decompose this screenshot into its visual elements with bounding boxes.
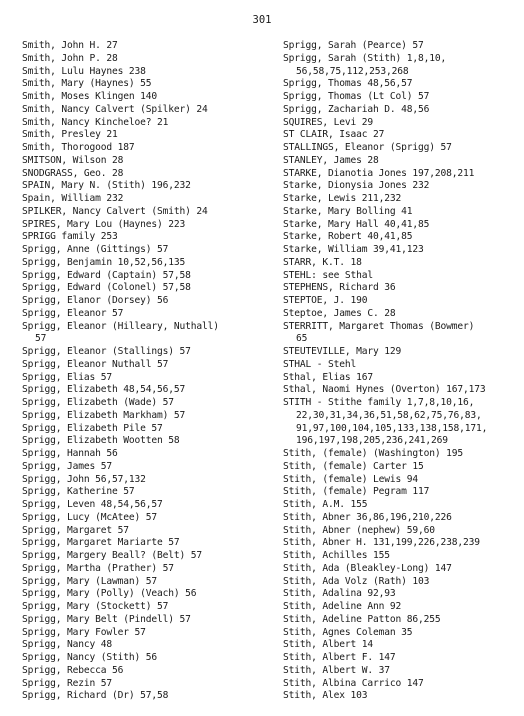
index-entry-line: Sprigg, Elizabeth Markham) 57 (22, 409, 186, 421)
index-entry-line: Starke, Mary Bolling 41 (283, 205, 413, 217)
index-entry-line: Stith, (female) Carter 15 (283, 460, 424, 472)
index-entry-line: Sprigg, Mary (Lawman) 57 (22, 575, 158, 587)
index-entry-line: STANLEY, James 28 (283, 154, 379, 166)
page-number: 301 (252, 14, 272, 26)
index-entry-line: Sprigg, Martha (Prather) 57 (22, 562, 174, 574)
index-entry-line: Stith, Abner 36,86,196,210,226 (283, 511, 452, 523)
index-entry-line: Stith, Albert W. 37 (283, 664, 390, 676)
index-entry-line: Sprigg, Zachariah D. 48,56 (283, 103, 430, 115)
index-entry-line: Sprigg, James 57 (22, 460, 113, 472)
index-entry-line: Sthal, Elias 167 (283, 371, 374, 383)
index-entry (22, 359, 280, 372)
index-entry (22, 155, 280, 168)
index-entry-continuation: 22,30,31,34,36,51,58,62,75,76,83, (296, 409, 482, 421)
index-entry-line: Sprigg, Edward (Colonel) 57,58 (22, 282, 191, 294)
index-entry (283, 550, 521, 563)
index-entry-line: Stith, Albert F. 147 (283, 652, 396, 663)
index-entry (22, 282, 280, 295)
index-entry (22, 486, 280, 499)
index-entry-line: ST CLAIR, Isaac 27 (283, 129, 385, 141)
index-entry (22, 219, 280, 232)
index-entry (22, 576, 280, 589)
index-entry (283, 282, 521, 295)
index-entry-line: Stith, Adalina 92,93 (283, 588, 396, 600)
index-entry (283, 346, 521, 359)
index-entry-line: Stith, (female) Lewis 94 (283, 473, 419, 485)
index-entry-line: STARR, K.T. 18 (283, 256, 362, 268)
index-entry (22, 614, 280, 627)
index-entry (22, 295, 280, 308)
index-entry (283, 53, 521, 79)
index-entry-line: Starke, Mary Hall 40,41,85 (283, 218, 430, 230)
index-entry-line: Stith, Alex 103 (283, 690, 368, 702)
index-entry (22, 499, 280, 512)
index-entry-line: Starke, Robert 40,41,85 (283, 231, 413, 243)
index-entry-line: Sthal, Naomi Hynes (Overton) 167,173 (283, 384, 486, 396)
index-entry-line: STEUTEVILLE, Mary 129 (283, 346, 402, 357)
index-entry-line: Sprigg, Anne (Gittings) 57 (22, 244, 169, 255)
index-entry (283, 117, 521, 130)
index-entry-line: Smith, Nancy Calvert (Spilker) 24 (22, 103, 208, 115)
index-entry (22, 346, 280, 359)
index-entry-line: Smith, Moses Klingen 140 (22, 91, 158, 102)
index-entry-line: STARKE, Dianotia Jones 197,208,211 (283, 167, 475, 179)
index-entry (22, 461, 280, 474)
index-entry (283, 448, 521, 461)
index-entry (22, 168, 280, 181)
index-entry (22, 78, 280, 91)
index-entry-line: Sprigg, Edward (Captain) 57,58 (22, 269, 191, 281)
index-entry-line: Starke, William 39,41,123 (283, 244, 424, 255)
index-entry (283, 104, 521, 117)
index-entry-line: Sprigg, Mary (Stockett) 57 (22, 601, 169, 612)
index-entry-line: Sprigg, Eleanor 57 (22, 307, 124, 319)
index-entry (283, 563, 521, 576)
index-entry-line: Smith, John H. 27 (22, 40, 118, 51)
index-entry-line: Stith, Ada Volz (Rath) 103 (283, 575, 430, 587)
index-entry-line: Sprigg, Nancy 48 (22, 639, 113, 651)
index-entry (22, 53, 280, 66)
index-entry-line: Sprigg, Elizabeth (Wade) 57 (22, 397, 174, 408)
index-entry (22, 563, 280, 576)
index-entry-line: Sprigg, Margery Beall? (Belt) 57 (22, 550, 203, 561)
index-entry-line: Sprigg, Eleanor (Hilleary, Nuthall) (22, 320, 219, 332)
index-entry (283, 372, 521, 385)
index-entry-continuation: 91,97,100,104,105,133,138,158,171, (296, 422, 488, 434)
index-entry (283, 308, 521, 321)
index-entry-continuation: 65 (296, 333, 308, 345)
index-entry (22, 372, 280, 385)
index-entry (22, 193, 280, 206)
index-entry (22, 129, 280, 142)
index-entry-line: Sprigg, Mary (Polly) (Veach) 56 (22, 588, 197, 600)
index-entry (22, 423, 280, 436)
index-entry (22, 601, 280, 614)
index-entry-line: Smith, Lulu Haynes 238 (22, 65, 146, 77)
index-entry (22, 40, 280, 53)
index-entry (22, 308, 280, 321)
index-entry-line: Stith, Albert 14 (283, 639, 374, 651)
index-entry-line: Stith, A.M. 155 (283, 499, 368, 510)
index-entry (283, 168, 521, 181)
index-entry (283, 91, 521, 104)
index-entry-line: Sprigg, Elias 57 (22, 371, 113, 383)
index-entry-continuation: 196,197,198,205,236,241,269 (296, 435, 448, 447)
index-entry-line: Stith, Agnes Coleman 35 (283, 626, 413, 638)
index-entry (22, 639, 280, 652)
index-entry (283, 321, 521, 347)
index-entry-continuation: 56,58,75,112,253,268 (296, 65, 409, 77)
index-entry-line: Sprigg, Margaret Mariarte 57 (22, 537, 180, 549)
index-entry (283, 576, 521, 589)
index-entry-line: SPILKER, Nancy Calvert (Smith) 24 (22, 205, 208, 217)
index-entry (283, 129, 521, 142)
index-entry (283, 244, 521, 257)
index-entry-line: Sprigg, Elizabeth 48,54,56,57 (22, 384, 186, 396)
index-entry-line: STEPTOE, J. 190 (283, 295, 368, 306)
index-entry (22, 180, 280, 193)
index-entry (283, 193, 521, 206)
index-entry-line: Sprigg, Katherine 57 (22, 486, 135, 498)
index-entry (283, 614, 521, 627)
index-entry (22, 66, 280, 79)
index-entry-line: Sprigg, Lucy (McAtee) 57 (22, 511, 158, 523)
index-entry-line: Stith, Abner H. 131,199,226,238,239 (283, 537, 480, 549)
index-entry-line: Smith, Mary (Haynes) 55 (22, 78, 152, 90)
index-entry (283, 627, 521, 640)
index-entry (283, 486, 521, 499)
index-entry-line: STEPHENS, Richard 36 (283, 282, 396, 294)
index-entry-line: Sprigg, Rebecca 56 (22, 664, 124, 676)
index-entry (22, 410, 280, 423)
index-entry-line: Sprigg, Rezin 57 (22, 677, 113, 689)
index-entry (283, 359, 521, 372)
index-entry-continuation: 57 (35, 333, 47, 345)
index-entry-line: Sprigg, Eleanor Nuthall 57 (22, 358, 169, 370)
index-entry (22, 321, 280, 347)
index-entry-line: STALLINGS, Eleanor (Sprigg) 57 (283, 142, 452, 153)
index-entry-line: SNODGRASS, Geo. 28 (22, 167, 124, 179)
index-entry-line: Smith, Thorogood 187 (22, 142, 135, 153)
index-entry (22, 435, 280, 448)
index-entry-line: SPRIGG family 253 (22, 231, 118, 243)
index-entry-line: STITH - Stithe family 1,7,8,10,16, (283, 397, 475, 408)
index-entry-line: Sprigg, Nancy (Stith) 56 (22, 652, 158, 663)
index-entry (22, 231, 280, 244)
index-entry (283, 219, 521, 232)
index-entry-line: Stith, Adeline Ann 92 (283, 601, 402, 612)
index-entry-line: Stith, Adeline Patton 86,255 (283, 613, 441, 625)
index-entry-line: STHAL - Stehl (283, 358, 357, 370)
index-entry (22, 474, 280, 487)
index-entry-line: Starke, Lewis 211,232 (283, 193, 402, 204)
index-entry (22, 512, 280, 525)
index-entry (283, 257, 521, 270)
index-entry (283, 512, 521, 525)
index-entry (22, 244, 280, 257)
index-entry (283, 461, 521, 474)
index-entry-line: Smith, Presley 21 (22, 129, 118, 141)
index-entry (22, 91, 280, 104)
index-entry-line: Sprigg, Mary Fowler 57 (22, 626, 146, 638)
index-entry-line: Steptoe, James C. 28 (283, 307, 396, 319)
index-entry (22, 142, 280, 155)
index-entry (283, 665, 521, 678)
index-entry-line: Sprigg, Eleanor (Stallings) 57 (22, 346, 191, 357)
index-entry-line: Smith, John P. 28 (22, 52, 118, 64)
index-entry (283, 231, 521, 244)
index-entry (283, 690, 521, 703)
index-entry (22, 652, 280, 665)
index-column-right (283, 40, 521, 703)
index-entry-line: Smith, Nancy Kincheloe? 21 (22, 116, 169, 128)
index-entry (22, 627, 280, 640)
index-entry (283, 499, 521, 512)
index-entry (283, 142, 521, 155)
index-entry (22, 206, 280, 219)
index-entry (283, 525, 521, 538)
index-entry-line: Stith, Albina Carrico 147 (283, 677, 424, 689)
index-entry (283, 180, 521, 193)
index-entry-line: Starke, Dionysia Jones 232 (283, 180, 430, 192)
index-entry-line: Sprigg, Benjamin 10,52,56,135 (22, 256, 186, 268)
index-entry-line: Sprigg, Richard (Dr) 57,58 (22, 690, 169, 702)
index-entry (22, 690, 280, 703)
index-entry (283, 270, 521, 283)
index-entry-line: Sprigg, Sarah (Pearce) 57 (283, 40, 424, 51)
index-entry-line: Stith, Achilles 155 (283, 550, 390, 561)
index-entry-line: Stith, (female) Pegram 117 (283, 486, 430, 498)
index-entry (283, 678, 521, 691)
index-entry (22, 678, 280, 691)
index-entry-line: STERRITT, Margaret Thomas (Bowmer) (283, 320, 475, 332)
index-entry (283, 295, 521, 308)
index-entry-line: SPIRES, Mary Lou (Haynes) 223 (22, 218, 186, 230)
index-entry-line: Sprigg, Elanor (Dorsey) 56 (22, 295, 169, 306)
index-entry-line: Sprigg, Leven 48,54,56,57 (22, 499, 163, 510)
index-entry-line: Sprigg, Margaret 57 (22, 524, 129, 536)
index-entry (22, 588, 280, 601)
index-entry (283, 397, 521, 448)
index-entry (22, 525, 280, 538)
index-entry-line: Sprigg, Elizabeth Wootten 58 (22, 435, 180, 447)
index-entry-line: Sprigg, Mary Belt (Pindell) 57 (22, 613, 191, 625)
index-entry-line: Sprigg, Thomas (Lt Col) 57 (283, 91, 430, 102)
index-entry-line: Sprigg, Elizabeth Pile 57 (22, 422, 163, 434)
index-entry (283, 155, 521, 168)
index-entry (283, 40, 521, 53)
index-entry (283, 639, 521, 652)
index-entry (283, 78, 521, 91)
index-entry (283, 474, 521, 487)
index-column-left (22, 40, 280, 703)
index-entry-line: SPAIN, Mary N. (Stith) 196,232 (22, 180, 191, 192)
index-entry-line: Sprigg, John 56,57,132 (22, 473, 146, 485)
index-entry-line: Stith, Abner (nephew) 59,60 (283, 524, 435, 536)
index-entry-line: Stith, Ada (Bleakley-Long) 147 (283, 562, 452, 574)
index-entry (22, 104, 280, 117)
index-entry (22, 397, 280, 410)
index-entry (22, 384, 280, 397)
index-entry (283, 588, 521, 601)
index-entry (283, 206, 521, 219)
index-entry (22, 550, 280, 563)
index-entry (22, 665, 280, 678)
index-entry (283, 652, 521, 665)
index-entry (22, 537, 280, 550)
index-entry (22, 270, 280, 283)
index-entry-line: Stith, (female) (Washington) 195 (283, 448, 464, 459)
index-entry (22, 117, 280, 130)
index-entry-line: SQUIRES, Levi 29 (283, 116, 374, 128)
index-entry (283, 537, 521, 550)
index-entry (22, 257, 280, 270)
index-entry-line: Sprigg, Hannah 56 (22, 448, 118, 459)
index-entry (283, 384, 521, 397)
index-entry-line: SMITSON, Wilson 28 (22, 154, 124, 166)
index-entry (22, 448, 280, 461)
index-entry-line: Sprigg, Thomas 48,56,57 (283, 78, 413, 90)
index-entry (283, 601, 521, 614)
index-entry-line: Sprigg, Sarah (Stith) 1,8,10, (283, 52, 447, 64)
index-entry-line: Spain, William 232 (22, 193, 124, 204)
index-entry-line: STEHL: see Sthal (283, 269, 374, 281)
